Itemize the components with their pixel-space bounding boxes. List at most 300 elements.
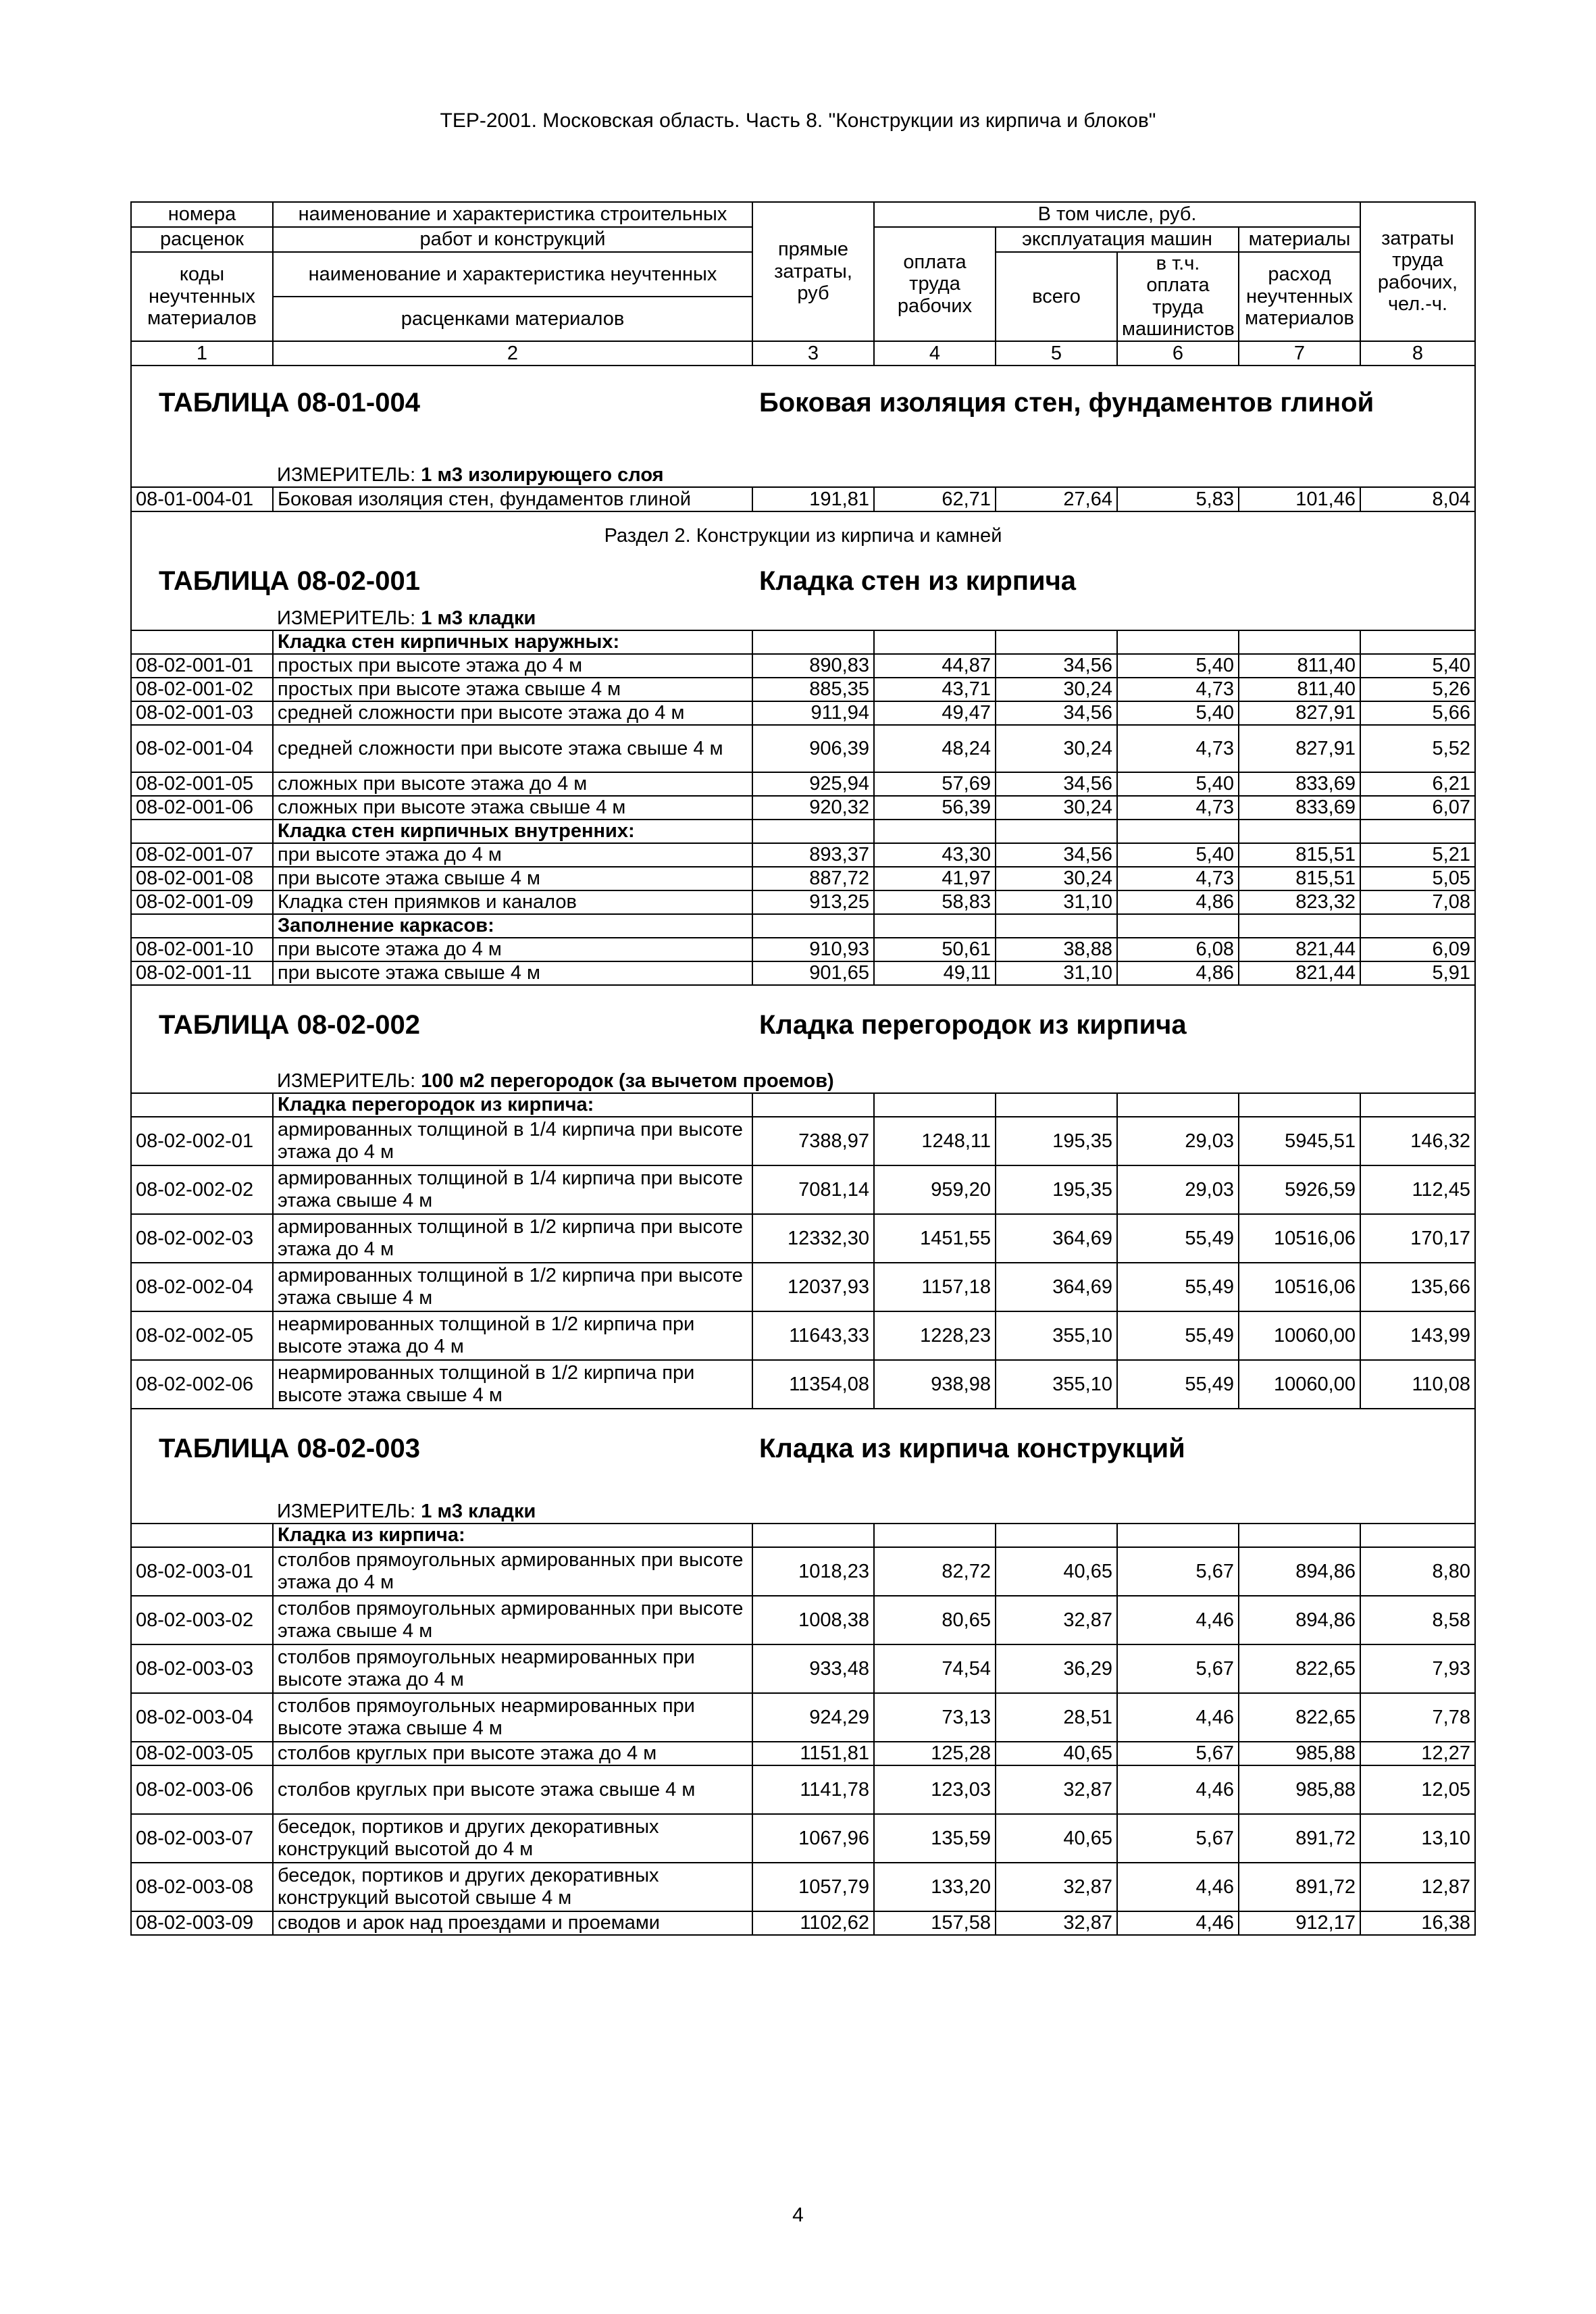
measure-value: 1 м3 кладки bbox=[421, 607, 536, 630]
labor-pay: 48,24 bbox=[874, 725, 996, 772]
header-col2-b: работ и конструкций bbox=[273, 227, 752, 252]
materials-cost: 891,72 bbox=[1239, 1863, 1360, 1911]
table-row bbox=[131, 1547, 1475, 1596]
machine-labor: 5,40 bbox=[1117, 843, 1239, 867]
group-heading: Кладка стен кирпичных наружных: bbox=[273, 630, 752, 654]
section-title: Раздел 2. Конструкции из кирпича и камней bbox=[131, 511, 1475, 560]
work-name: сложных при высоте этажа до 4 м bbox=[273, 772, 752, 796]
table-row bbox=[131, 1644, 1475, 1693]
measure-value: 1 м3 изолирующего слоя bbox=[421, 464, 664, 486]
materials-cost: 821,44 bbox=[1239, 961, 1360, 985]
work-name: простых при высоте этажа свыше 4 м bbox=[273, 678, 752, 701]
machine-labor: 29,03 bbox=[1117, 1165, 1239, 1214]
labor-hours: 8,80 bbox=[1360, 1547, 1475, 1596]
header-col2-bottom-a: наименование и характеристика неучтенных bbox=[273, 252, 752, 297]
materials-cost: 833,69 bbox=[1239, 772, 1360, 796]
header-col7: расход неучтенных материалов bbox=[1239, 252, 1360, 341]
table-row bbox=[131, 961, 1475, 985]
machine-labor: 5,83 bbox=[1117, 487, 1239, 511]
materials-cost: 894,86 bbox=[1239, 1547, 1360, 1596]
materials-cost: 827,91 bbox=[1239, 701, 1360, 725]
labor-hours: 5,05 bbox=[1360, 867, 1475, 890]
labor-hours: 6,21 bbox=[1360, 772, 1475, 796]
table-name: Кладка стен из кирпича bbox=[759, 566, 1077, 597]
rate-code: 08-02-002-05 bbox=[131, 1311, 273, 1360]
header-row-1 bbox=[131, 202, 1475, 227]
header-col2-bottom-b: расценками материалов bbox=[273, 297, 752, 341]
header-col2-a: наименование и характеристика строительных bbox=[273, 202, 752, 227]
machine-labor: 4,86 bbox=[1117, 890, 1239, 914]
work-name: беседок, портиков и других декоративных конструкций высотой свыше 4 м bbox=[273, 1863, 752, 1911]
labor-pay: 157,58 bbox=[874, 1911, 996, 1935]
materials-cost: 811,40 bbox=[1239, 678, 1360, 701]
work-name: Кладка стен приямков и каналов bbox=[273, 890, 752, 914]
table-row bbox=[131, 1360, 1475, 1409]
labor-pay: 43,30 bbox=[874, 843, 996, 867]
machine-labor: 5,67 bbox=[1117, 1644, 1239, 1693]
measure-row bbox=[131, 1046, 1475, 1093]
group-row bbox=[131, 820, 1475, 843]
machine-total: 40,65 bbox=[996, 1814, 1117, 1863]
blank-row bbox=[131, 985, 1475, 1005]
labor-pay: 82,72 bbox=[874, 1547, 996, 1596]
table-row bbox=[131, 1911, 1475, 1935]
labor-pay: 123,03 bbox=[874, 1765, 996, 1814]
header-col1-b: расценок bbox=[131, 227, 273, 252]
machine-labor: 4,46 bbox=[1117, 1765, 1239, 1814]
rate-code: 08-02-001-11 bbox=[131, 961, 273, 985]
materials-cost: 894,86 bbox=[1239, 1596, 1360, 1644]
work-name: при высоте этажа свыше 4 м bbox=[273, 867, 752, 890]
document-title: ТЕР-2001. Московская область. Часть 8. "Конструкции из кирпича и блоков" bbox=[440, 109, 1156, 132]
direct-costs: 893,37 bbox=[752, 843, 874, 867]
materials-cost: 821,44 bbox=[1239, 938, 1360, 961]
labor-hours: 13,10 bbox=[1360, 1814, 1475, 1863]
labor-pay: 74,54 bbox=[874, 1644, 996, 1693]
labor-hours: 8,04 bbox=[1360, 487, 1475, 511]
direct-costs: 12332,30 bbox=[752, 1214, 874, 1263]
machine-total: 31,10 bbox=[996, 961, 1117, 985]
work-name: неармированных толщиной в 1/2 кирпича при высоте этажа свыше 4 м bbox=[273, 1360, 752, 1409]
machine-total: 27,64 bbox=[996, 487, 1117, 511]
direct-costs: 11354,08 bbox=[752, 1360, 874, 1409]
machine-total: 34,56 bbox=[996, 843, 1117, 867]
rate-code: 08-02-001-02 bbox=[131, 678, 273, 701]
labor-pay: 73,13 bbox=[874, 1693, 996, 1742]
labor-hours: 12,27 bbox=[1360, 1742, 1475, 1765]
machine-labor: 55,49 bbox=[1117, 1311, 1239, 1360]
work-name: столбов круглых при высоте этажа до 4 м bbox=[273, 1742, 752, 1765]
header-col8: затраты труда рабочих, чел.-ч. bbox=[1360, 202, 1475, 341]
materials-cost: 10516,06 bbox=[1239, 1263, 1360, 1311]
table-row bbox=[131, 1693, 1475, 1742]
machine-labor: 4,73 bbox=[1117, 678, 1239, 701]
rate-code: 08-02-002-06 bbox=[131, 1360, 273, 1409]
materials-cost: 985,88 bbox=[1239, 1765, 1360, 1814]
machine-total: 195,35 bbox=[996, 1117, 1117, 1165]
machine-total: 31,10 bbox=[996, 890, 1117, 914]
table-number: ТАБЛИЦА 08-02-002 bbox=[159, 1010, 420, 1040]
table-row bbox=[131, 867, 1475, 890]
machine-total: 32,87 bbox=[996, 1596, 1117, 1644]
rate-code: 08-02-002-02 bbox=[131, 1165, 273, 1214]
work-name: столбов прямоугольных армированных при высоте этажа свыше 4 м bbox=[273, 1596, 752, 1644]
work-name: столбов прямоугольных неармированных при высоте этажа до 4 м bbox=[273, 1644, 752, 1693]
header-num: 3 bbox=[752, 341, 874, 366]
labor-pay: 959,20 bbox=[874, 1165, 996, 1214]
rate-code: 08-02-003-01 bbox=[131, 1547, 273, 1596]
labor-hours: 7,78 bbox=[1360, 1693, 1475, 1742]
measure-label: ИЗМЕРИТЕЛЬ: bbox=[277, 1070, 416, 1092]
direct-costs: 1018,23 bbox=[752, 1547, 874, 1596]
direct-costs: 1067,96 bbox=[752, 1814, 874, 1863]
rate-code: 08-02-003-06 bbox=[131, 1765, 273, 1814]
machine-total: 30,24 bbox=[996, 796, 1117, 820]
table-row bbox=[131, 1311, 1475, 1360]
labor-hours: 5,52 bbox=[1360, 725, 1475, 772]
labor-pay: 58,83 bbox=[874, 890, 996, 914]
work-name: столбов прямоугольных неармированных при высоте этажа свыше 4 м bbox=[273, 1693, 752, 1742]
direct-costs: 890,83 bbox=[752, 654, 874, 678]
materials-cost: 101,46 bbox=[1239, 487, 1360, 511]
direct-costs: 1008,38 bbox=[752, 1596, 874, 1644]
table-name: Боковая изоляция стен, фундаментов глиной bbox=[759, 387, 1374, 418]
header-incl: В том числе, руб. bbox=[874, 202, 1360, 227]
materials-cost: 815,51 bbox=[1239, 843, 1360, 867]
rate-code: 08-02-001-06 bbox=[131, 796, 273, 820]
header-materials: материалы bbox=[1239, 227, 1360, 252]
labor-hours: 5,91 bbox=[1360, 961, 1475, 985]
estimate-table bbox=[130, 201, 1476, 1936]
materials-cost: 10516,06 bbox=[1239, 1214, 1360, 1263]
rate-code: 08-02-003-03 bbox=[131, 1644, 273, 1693]
blank-row bbox=[131, 1409, 1475, 1429]
table-title-row bbox=[131, 366, 1475, 440]
direct-costs: 933,48 bbox=[752, 1644, 874, 1693]
machine-labor: 4,46 bbox=[1117, 1693, 1239, 1742]
table-row bbox=[131, 1814, 1475, 1863]
page-number: 4 bbox=[792, 2204, 804, 2226]
direct-costs: 901,65 bbox=[752, 961, 874, 985]
work-name: армированных толщиной в 1/2 кирпича при высоте этажа до 4 м bbox=[273, 1214, 752, 1263]
measure-label: ИЗМЕРИТЕЛЬ: bbox=[277, 464, 416, 486]
header-col5: всего bbox=[996, 252, 1117, 341]
labor-hours: 6,07 bbox=[1360, 796, 1475, 820]
table-row bbox=[131, 1742, 1475, 1765]
labor-pay: 1451,55 bbox=[874, 1214, 996, 1263]
measure-row bbox=[131, 603, 1475, 630]
labor-hours: 146,32 bbox=[1360, 1117, 1475, 1165]
labor-hours: 5,66 bbox=[1360, 701, 1475, 725]
measure-row bbox=[131, 440, 1475, 487]
materials-cost: 5945,51 bbox=[1239, 1117, 1360, 1165]
rate-code: 08-02-003-02 bbox=[131, 1596, 273, 1644]
labor-pay: 80,65 bbox=[874, 1596, 996, 1644]
header-num: 7 bbox=[1239, 341, 1360, 366]
materials-cost: 10060,00 bbox=[1239, 1360, 1360, 1409]
rate-code: 08-02-002-01 bbox=[131, 1117, 273, 1165]
header-numbers-row bbox=[131, 341, 1475, 366]
table-title-row bbox=[131, 1429, 1475, 1469]
labor-hours: 7,08 bbox=[1360, 890, 1475, 914]
table-number: ТАБЛИЦА 08-01-004 bbox=[159, 387, 420, 418]
machine-labor: 5,40 bbox=[1117, 772, 1239, 796]
header-col1-a: номера bbox=[131, 202, 273, 227]
header-num: 4 bbox=[874, 341, 996, 366]
machine-labor: 5,40 bbox=[1117, 701, 1239, 725]
direct-costs: 1151,81 bbox=[752, 1742, 874, 1765]
work-name: при высоте этажа до 4 м bbox=[273, 843, 752, 867]
labor-hours: 170,17 bbox=[1360, 1214, 1475, 1263]
table-row bbox=[131, 890, 1475, 914]
machine-total: 355,10 bbox=[996, 1311, 1117, 1360]
group-row bbox=[131, 1524, 1475, 1547]
materials-cost: 823,32 bbox=[1239, 890, 1360, 914]
direct-costs: 920,32 bbox=[752, 796, 874, 820]
machine-total: 40,65 bbox=[996, 1742, 1117, 1765]
machine-labor: 55,49 bbox=[1117, 1263, 1239, 1311]
work-name: сложных при высоте этажа свыше 4 м bbox=[273, 796, 752, 820]
labor-pay: 43,71 bbox=[874, 678, 996, 701]
table-row bbox=[131, 938, 1475, 961]
materials-cost: 815,51 bbox=[1239, 867, 1360, 890]
machine-labor: 29,03 bbox=[1117, 1117, 1239, 1165]
labor-pay: 49,47 bbox=[874, 701, 996, 725]
machine-total: 364,69 bbox=[996, 1214, 1117, 1263]
labor-pay: 62,71 bbox=[874, 487, 996, 511]
labor-hours: 6,09 bbox=[1360, 938, 1475, 961]
labor-pay: 133,20 bbox=[874, 1863, 996, 1911]
header-col6: в т.ч. оплата труда машинистов bbox=[1117, 252, 1239, 341]
rate-code: 08-02-001-08 bbox=[131, 867, 273, 890]
machine-total: 34,56 bbox=[996, 701, 1117, 725]
machine-total: 355,10 bbox=[996, 1360, 1117, 1409]
rate-code: 08-02-003-08 bbox=[131, 1863, 273, 1911]
table-row bbox=[131, 796, 1475, 820]
work-name: армированных толщиной в 1/4 кирпича при высоте этажа до 4 м bbox=[273, 1117, 752, 1165]
measure-value: 100 м2 перегородок (за вычетом проемов) bbox=[421, 1070, 834, 1092]
machine-labor: 4,46 bbox=[1117, 1596, 1239, 1644]
machine-total: 28,51 bbox=[996, 1693, 1117, 1742]
machine-labor: 4,73 bbox=[1117, 867, 1239, 890]
labor-pay: 41,97 bbox=[874, 867, 996, 890]
materials-cost: 811,40 bbox=[1239, 654, 1360, 678]
rate-code: 08-02-003-04 bbox=[131, 1693, 273, 1742]
labor-hours: 135,66 bbox=[1360, 1263, 1475, 1311]
work-name: армированных толщиной в 1/2 кирпича при высоте этажа свыше 4 м bbox=[273, 1263, 752, 1311]
direct-costs: 924,29 bbox=[752, 1693, 874, 1742]
header-col4: оплата труда рабочих bbox=[874, 227, 996, 341]
work-name: Боковая изоляция стен, фундаментов глиной bbox=[273, 487, 752, 511]
work-name: сводов и арок над проездами и проемами bbox=[273, 1911, 752, 1935]
table-row bbox=[131, 487, 1475, 511]
table-row bbox=[131, 1165, 1475, 1214]
machine-labor: 4,86 bbox=[1117, 961, 1239, 985]
table-name: Кладка перегородок из кирпича bbox=[759, 1010, 1187, 1040]
direct-costs: 11643,33 bbox=[752, 1311, 874, 1360]
group-row bbox=[131, 914, 1475, 938]
measure-label: ИЗМЕРИТЕЛЬ: bbox=[277, 1501, 416, 1523]
rate-code: 08-02-002-04 bbox=[131, 1263, 273, 1311]
direct-costs: 1141,78 bbox=[752, 1765, 874, 1814]
materials-cost: 985,88 bbox=[1239, 1742, 1360, 1765]
labor-pay: 44,87 bbox=[874, 654, 996, 678]
table-number: ТАБЛИЦА 08-02-001 bbox=[159, 566, 420, 597]
machine-labor: 55,49 bbox=[1117, 1214, 1239, 1263]
direct-costs: 7388,97 bbox=[752, 1117, 874, 1165]
machine-labor: 4,46 bbox=[1117, 1911, 1239, 1935]
table-row bbox=[131, 701, 1475, 725]
labor-pay: 135,59 bbox=[874, 1814, 996, 1863]
direct-costs: 925,94 bbox=[752, 772, 874, 796]
rate-code: 08-02-001-10 bbox=[131, 938, 273, 961]
section-row bbox=[131, 511, 1475, 560]
direct-costs: 913,25 bbox=[752, 890, 874, 914]
direct-costs: 887,72 bbox=[752, 867, 874, 890]
table-name: Кладка из кирпича конструкций bbox=[759, 1434, 1185, 1464]
table-row bbox=[131, 1863, 1475, 1911]
direct-costs: 1057,79 bbox=[752, 1863, 874, 1911]
materials-cost: 822,65 bbox=[1239, 1693, 1360, 1742]
rate-code: 08-02-001-09 bbox=[131, 890, 273, 914]
machine-total: 32,87 bbox=[996, 1863, 1117, 1911]
materials-cost: 827,91 bbox=[1239, 725, 1360, 772]
rate-code: 08-01-004-01 bbox=[131, 487, 273, 511]
group-heading: Заполнение каркасов: bbox=[273, 914, 752, 938]
machine-total: 364,69 bbox=[996, 1263, 1117, 1311]
direct-costs: 910,93 bbox=[752, 938, 874, 961]
header-num: 6 bbox=[1117, 341, 1239, 366]
machine-labor: 4,73 bbox=[1117, 725, 1239, 772]
table-number: ТАБЛИЦА 08-02-003 bbox=[159, 1434, 420, 1464]
labor-pay: 938,98 bbox=[874, 1360, 996, 1409]
labor-pay: 1157,18 bbox=[874, 1263, 996, 1311]
materials-cost: 10060,00 bbox=[1239, 1311, 1360, 1360]
direct-costs: 906,39 bbox=[752, 725, 874, 772]
machine-labor: 5,67 bbox=[1117, 1547, 1239, 1596]
machine-total: 195,35 bbox=[996, 1165, 1117, 1214]
measure-label: ИЗМЕРИТЕЛЬ: bbox=[277, 607, 416, 630]
materials-cost: 912,17 bbox=[1239, 1911, 1360, 1935]
machine-total: 34,56 bbox=[996, 772, 1117, 796]
header-col3: прямые затраты, руб bbox=[752, 202, 874, 341]
table-row bbox=[131, 1117, 1475, 1165]
machine-total: 38,88 bbox=[996, 938, 1117, 961]
rate-code: 08-02-001-07 bbox=[131, 843, 273, 867]
machine-total: 36,29 bbox=[996, 1644, 1117, 1693]
labor-hours: 5,40 bbox=[1360, 654, 1475, 678]
measure-row bbox=[131, 1469, 1475, 1524]
labor-hours: 5,26 bbox=[1360, 678, 1475, 701]
machine-total: 32,87 bbox=[996, 1911, 1117, 1935]
work-name: при высоте этажа до 4 м bbox=[273, 938, 752, 961]
labor-hours: 112,45 bbox=[1360, 1165, 1475, 1214]
header-num: 2 bbox=[273, 341, 752, 366]
work-name: неармированных толщиной в 1/2 кирпича при высоте этажа до 4 м bbox=[273, 1311, 752, 1360]
machine-total: 30,24 bbox=[996, 867, 1117, 890]
machine-total: 40,65 bbox=[996, 1547, 1117, 1596]
header-num: 5 bbox=[996, 341, 1117, 366]
machine-labor: 5,40 bbox=[1117, 654, 1239, 678]
work-name: средней сложности при высоте этажа свыше 4 м bbox=[273, 725, 752, 772]
work-name: столбов прямоугольных армированных при высоте этажа до 4 м bbox=[273, 1547, 752, 1596]
table-row bbox=[131, 725, 1475, 772]
group-heading: Кладка из кирпича: bbox=[273, 1524, 752, 1547]
labor-hours: 5,21 bbox=[1360, 843, 1475, 867]
materials-cost: 833,69 bbox=[1239, 796, 1360, 820]
labor-hours: 143,99 bbox=[1360, 1311, 1475, 1360]
header-exploit: эксплуатация машин bbox=[996, 227, 1239, 252]
table-row bbox=[131, 654, 1475, 678]
labor-hours: 8,58 bbox=[1360, 1596, 1475, 1644]
group-row bbox=[131, 630, 1475, 654]
machine-labor: 6,08 bbox=[1117, 938, 1239, 961]
labor-pay: 1228,23 bbox=[874, 1311, 996, 1360]
labor-pay: 56,39 bbox=[874, 796, 996, 820]
direct-costs: 7081,14 bbox=[752, 1165, 874, 1214]
labor-pay: 57,69 bbox=[874, 772, 996, 796]
header-num: 8 bbox=[1360, 341, 1475, 366]
table-row bbox=[131, 1214, 1475, 1263]
table-row bbox=[131, 772, 1475, 796]
direct-costs: 12037,93 bbox=[752, 1263, 874, 1311]
labor-hours: 16,38 bbox=[1360, 1911, 1475, 1935]
table-row bbox=[131, 843, 1475, 867]
labor-pay: 49,11 bbox=[874, 961, 996, 985]
measure-value: 1 м3 кладки bbox=[421, 1501, 536, 1523]
header-col1-bottom: коды неучтенных материалов bbox=[131, 252, 273, 341]
rate-code: 08-02-001-05 bbox=[131, 772, 273, 796]
materials-cost: 891,72 bbox=[1239, 1814, 1360, 1863]
work-name: при высоте этажа свыше 4 м bbox=[273, 961, 752, 985]
table-title-row bbox=[131, 560, 1475, 603]
machine-labor: 55,49 bbox=[1117, 1360, 1239, 1409]
table-row bbox=[131, 1765, 1475, 1814]
table-row bbox=[131, 678, 1475, 701]
machine-labor: 4,73 bbox=[1117, 796, 1239, 820]
direct-costs: 1102,62 bbox=[752, 1911, 874, 1935]
labor-pay: 50,61 bbox=[874, 938, 996, 961]
rate-code: 08-02-001-04 bbox=[131, 725, 273, 772]
work-name: средней сложности при высоте этажа до 4 м bbox=[273, 701, 752, 725]
materials-cost: 5926,59 bbox=[1239, 1165, 1360, 1214]
direct-costs: 911,94 bbox=[752, 701, 874, 725]
table-title-row bbox=[131, 1005, 1475, 1046]
machine-total: 32,87 bbox=[996, 1765, 1117, 1814]
machine-labor: 5,67 bbox=[1117, 1742, 1239, 1765]
machine-labor: 4,46 bbox=[1117, 1863, 1239, 1911]
work-name: беседок, портиков и других декоративных конструкций высотой до 4 м bbox=[273, 1814, 752, 1863]
rate-code: 08-02-001-03 bbox=[131, 701, 273, 725]
machine-labor: 5,67 bbox=[1117, 1814, 1239, 1863]
materials-cost: 822,65 bbox=[1239, 1644, 1360, 1693]
rate-code: 08-02-003-09 bbox=[131, 1911, 273, 1935]
direct-costs: 885,35 bbox=[752, 678, 874, 701]
labor-hours: 12,87 bbox=[1360, 1863, 1475, 1911]
header-num: 1 bbox=[131, 341, 273, 366]
rate-code: 08-02-002-03 bbox=[131, 1214, 273, 1263]
machine-total: 30,24 bbox=[996, 725, 1117, 772]
machine-total: 30,24 bbox=[996, 678, 1117, 701]
table-row bbox=[131, 1263, 1475, 1311]
labor-hours: 12,05 bbox=[1360, 1765, 1475, 1814]
direct-costs: 191,81 bbox=[752, 487, 874, 511]
work-name: простых при высоте этажа до 4 м bbox=[273, 654, 752, 678]
group-heading: Кладка стен кирпичных внутренних: bbox=[273, 820, 752, 843]
labor-hours: 7,93 bbox=[1360, 1644, 1475, 1693]
labor-hours: 110,08 bbox=[1360, 1360, 1475, 1409]
rate-code: 08-02-003-07 bbox=[131, 1814, 273, 1863]
